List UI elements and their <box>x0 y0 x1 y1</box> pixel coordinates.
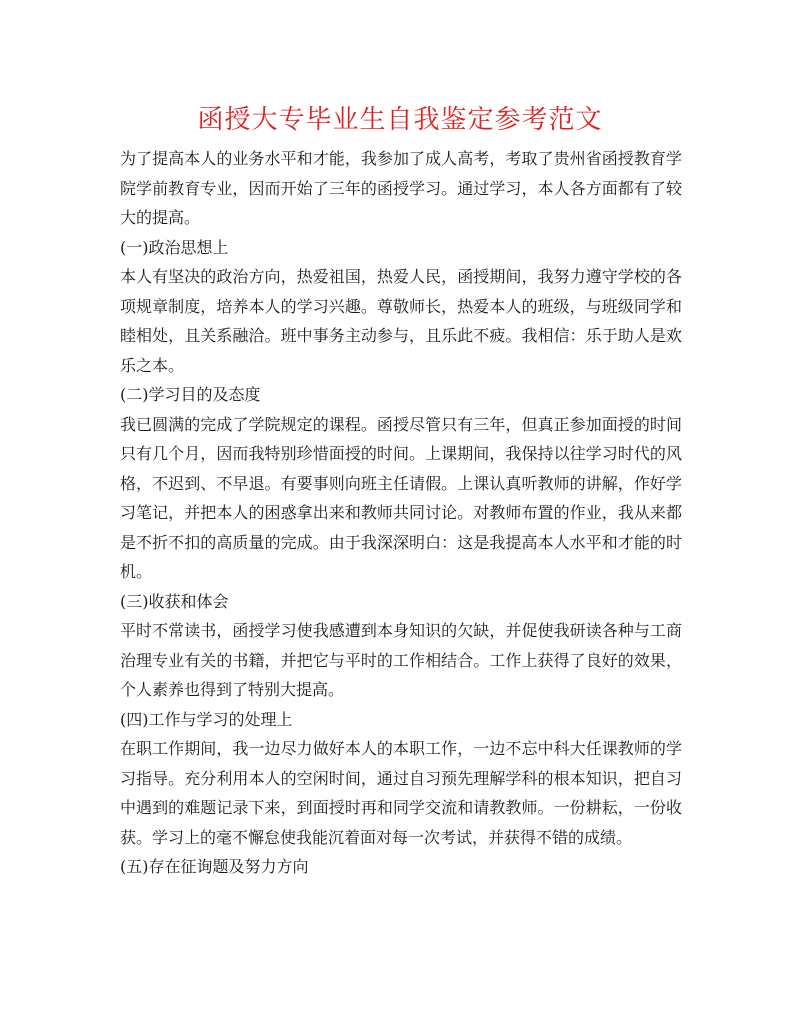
study-attitude-paragraph: 我已圆满的完成了学院规定的课程。函授尽管只有三年，但真正参加面授的时间只有几个月，因而我特别珍惜面授的时间。上课期间，我保持以往学习时代的风格，不迟到、不早退。有要事则向班主任请假。上课认真听教师的讲解，作好学习笔记，并把本人的困惑拿出来和教师共同讨论。对教师布置的作业，我从来都是不折不扣的高质量的完成。由于我深深明白：这是我提高本人水平和才能的时机。 <box>120 414 682 581</box>
gains-paragraph: 平时不常读书，函授学习使我感遭到本身知识的欠缺，并促使我研读各种与工商治理专业有关的书籍，并把它与平时的工作相结合。工作上获得了良好的效果，个人素养也得到了特别大提高。 <box>120 621 682 699</box>
document-body <box>120 144 682 882</box>
section-heading-study-attitude: (二)学习目的及态度 <box>120 385 261 404</box>
politics-paragraph: 本人有坚决的政治方向，热爱祖国，热爱人民，函授期间，我努力遵守学校的各项规章制度，培养本人的学习兴趣。尊敬师长，热爱本人的班级，与班级同学和睦相处，且关系融洽。班中事务主动参与，且乐此不疲。我相信：乐于助人是欢乐之本。 <box>120 267 682 375</box>
work-study-paragraph: 在职工作期间，我一边尽力做好本人的本职工作，一边不忘中科大任课教师的学习指导。充分利用本人的空闲时间，通过自习预先理解学科的根本知识，把自习中遇到的难题记录下来，到面授时再和同学交流和请教教师。一份耕耘，一份收获。学习上的毫不懈怠使我能沉着面对每一次考试，并获得不错的成绩。 <box>120 739 682 847</box>
section-heading-work-study: (四)工作与学习的处理上 <box>120 709 293 729</box>
document-title: 函授大专毕业生自我鉴定参考范文 <box>197 105 603 135</box>
section-heading-gains: (三)收获和体会 <box>120 591 229 611</box>
intro-paragraph: 为了提高本人的业务水平和才能，我参加了成人高考，考取了贵州省函授教育学院学前教育专业，因而开始了三年的函授学习。通过学习，本人各方面都有了较大的提高。 <box>120 149 682 227</box>
section-heading-problems: (五)存在征询题及努力方向 <box>120 857 309 876</box>
section-heading-politics: (一)政治思想上 <box>120 237 229 257</box>
